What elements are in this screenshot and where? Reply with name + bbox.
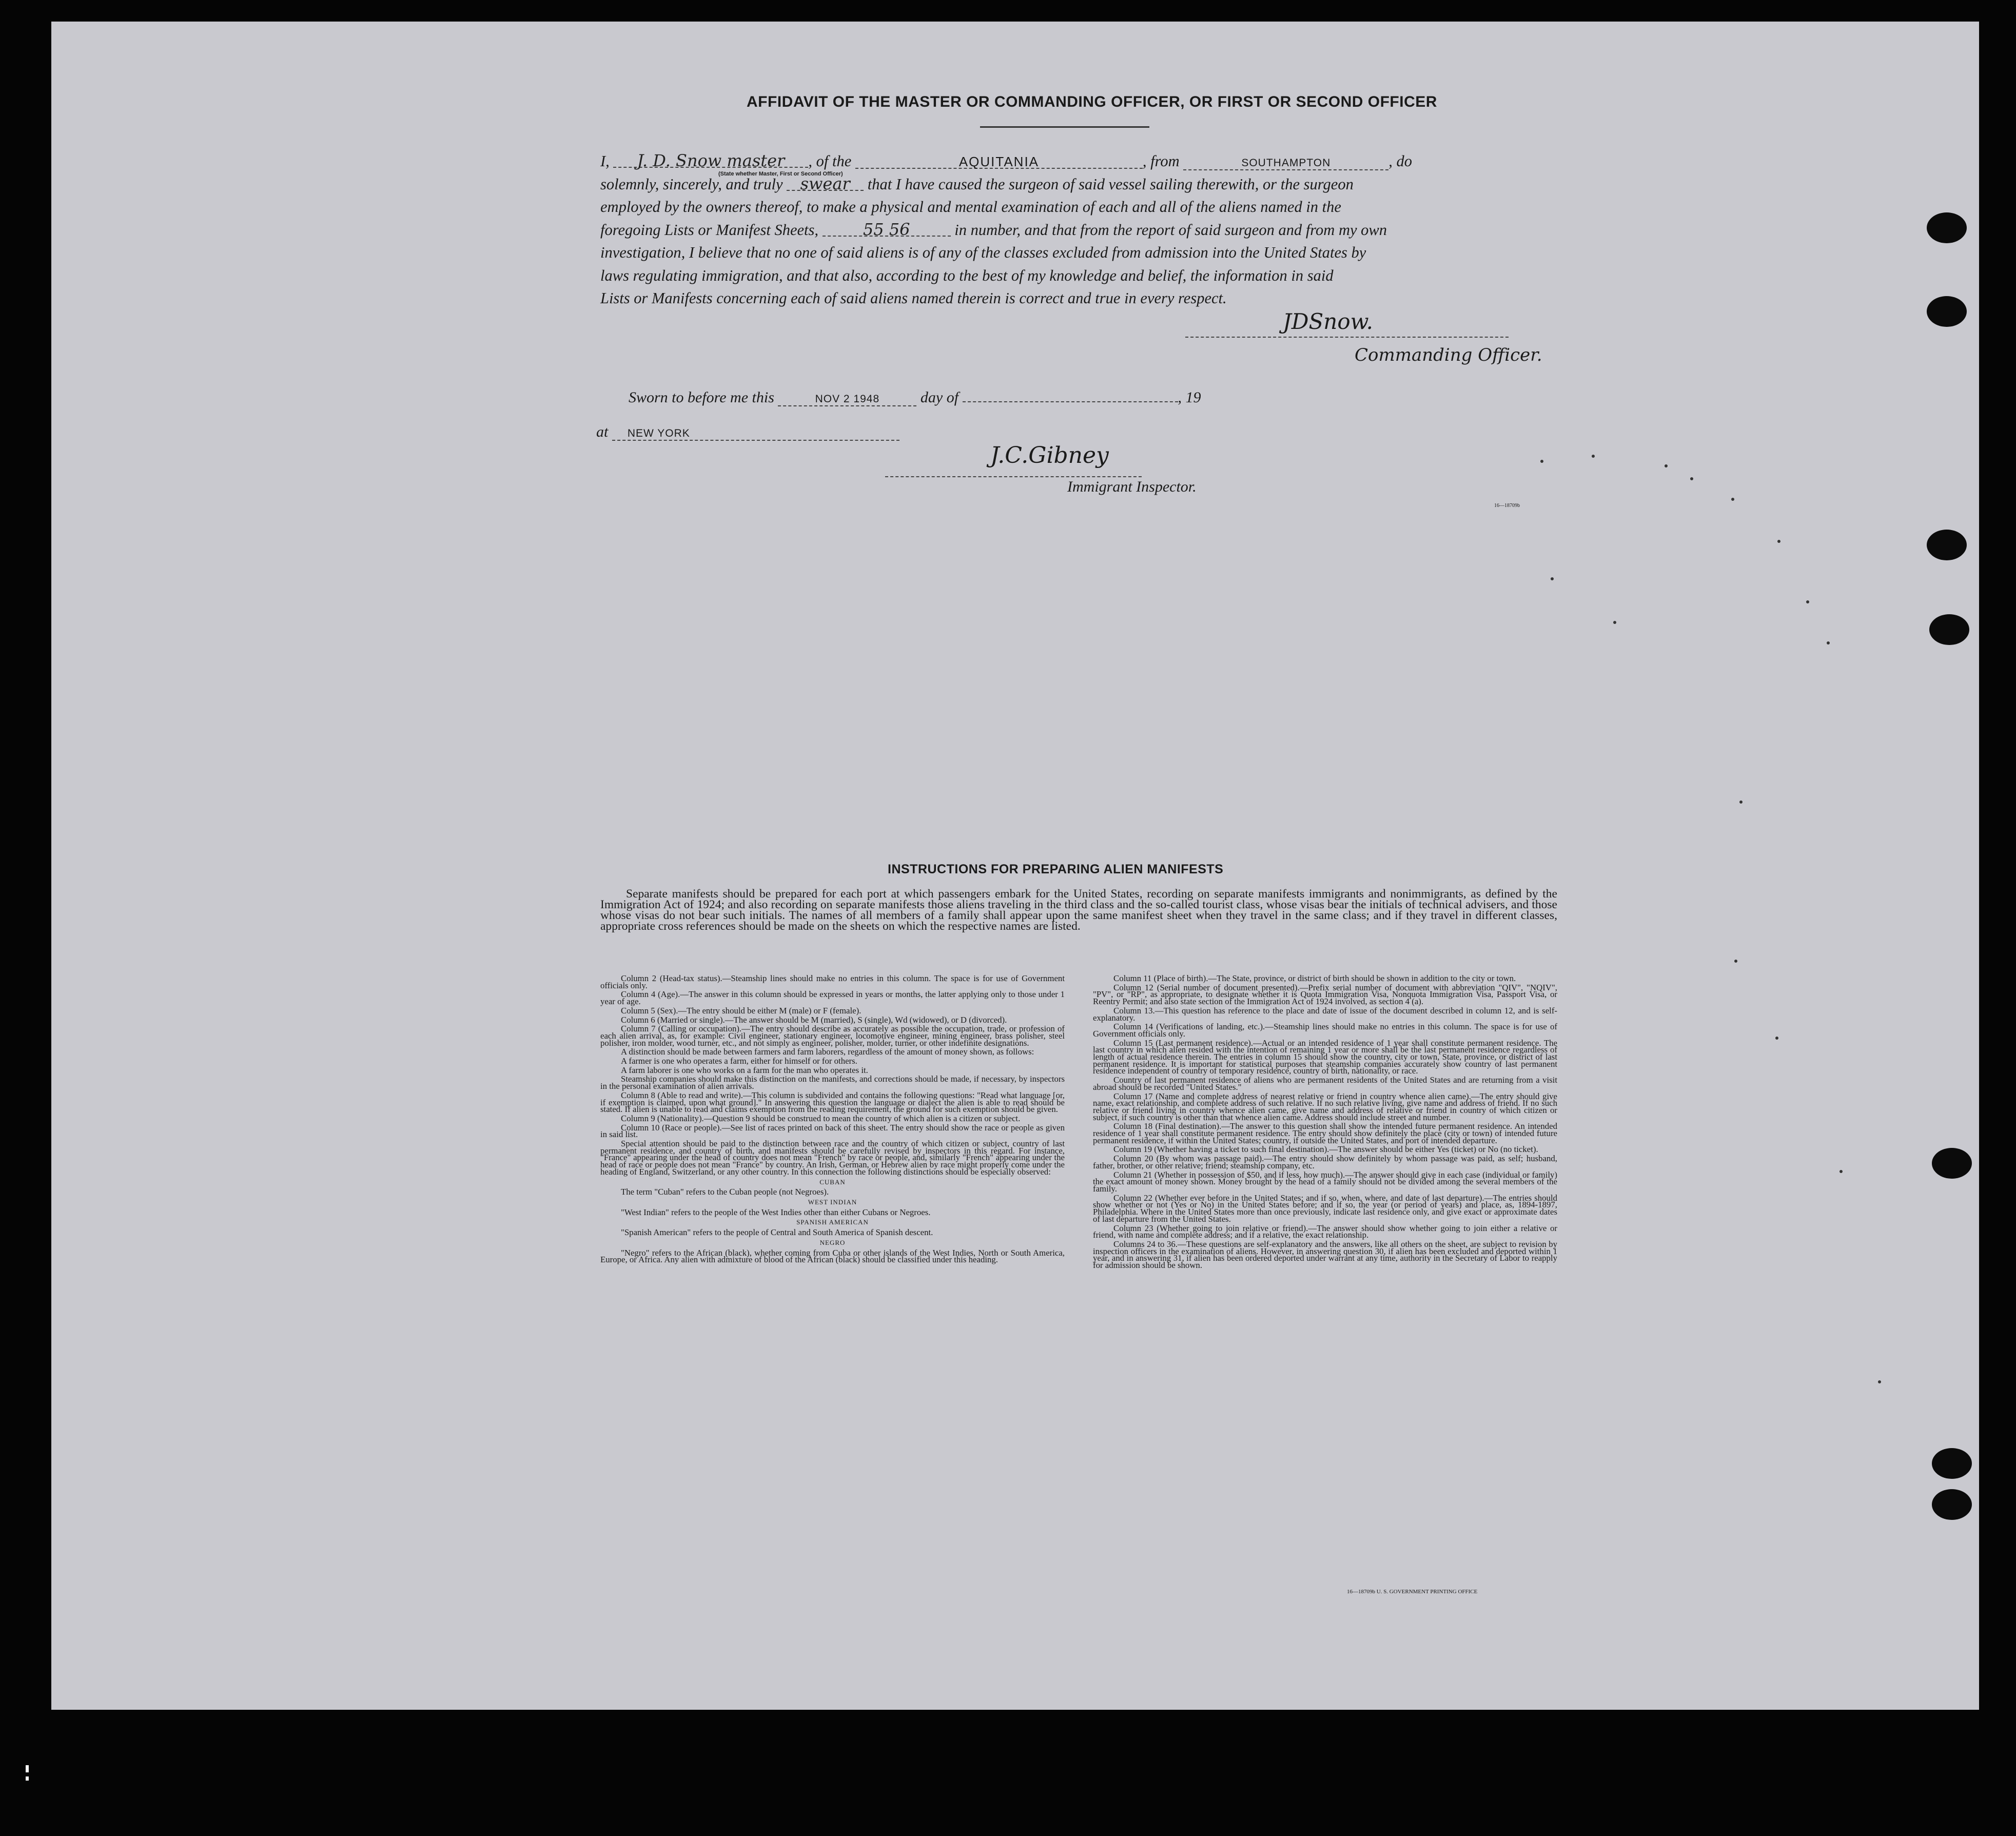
- affidavit-of-the: , of the: [808, 152, 852, 170]
- instruction-paragraph: Column 19 (Whether having a ticket to such final destination).—The answer should be either Yes (ticket) or No (no ticket).: [1113, 1144, 1538, 1155]
- port-field: SOUTHAMPTON: [1183, 157, 1388, 170]
- affidavit-line4a: foregoing Lists or Manifest Sheets,: [600, 221, 819, 239]
- instruction-paragraph: Column 17 (Name and complete address of nearest relative or friend in country whence alien came).—The entry should give name, exact relationship, and complete address of such relative. If no such relative living, give name and address of friend. If no such relative or friend living in country whence alien came, give name and address of relative or friend in country of which citizen or subject, if such country is other than that whence alien came. Address should include street and number.: [1093, 1091, 1557, 1122]
- day-of-label: day of: [920, 389, 959, 406]
- binding-hole: [1927, 212, 1967, 243]
- instruction-paragraph: Column 2 (Head-tax status).—Steamship lines should make no entries in this column. The space is for use of Government officials only.: [600, 973, 1065, 990]
- instructions-intro: Separate manifests should be prepared for each port at which passengers embark for the United States, recording on separate manifests immigrants and nonimmigrants, as defined by the Immigration Act of 1924; and also recording on separate manifests those aliens traveling in the third class and the so-called tourist class, whose visas bear the initials of technical advisers, and those whose visas do not bear such initials. The names of all members of a family shall appear upon the same manifest sheet when they travel in the same class; and if they travel in different classes, appropriate cross references should be made on the sheets on which the respective names are listed.: [600, 887, 1557, 933]
- scan-speck: [1731, 498, 1734, 501]
- instruction-paragraph: Column 22 (Whether ever before in the United States; and if so, when, where, and date of last departure).—The entries should show whether or not (Yes or No) in the United States before; and if so, the year (or period of years) and place, as, 1894-1897, Philadelphia. Where in the United States more than once previously, indicate last residence only, and give exact or approximate dates of last departure from the United States.: [1093, 1193, 1557, 1224]
- affidavit-line7: Lists or Manifests concerning each of said aliens named therein is correct and true in every respect.: [600, 289, 1227, 307]
- officer-name-field: J. D. Snow master: [613, 154, 808, 168]
- scan-speck: [1592, 455, 1595, 458]
- edge-mark: [26, 1765, 29, 1772]
- heading-negro: NEGRO: [819, 1238, 846, 1246]
- instruction-paragraph: Column 7 (Calling or occupation).—The entry should describe as accurately as possible the occupation, trade, or profession of each alien arrival, as, for example: Civil engineer, stationary engineer, locomotive engineer, mining engineer, brass polisher, steel polisher, iron molder, wood turner, etc., and not simply as engineer, polisher, molder, turner, or other indefinite designations.: [600, 1024, 1065, 1048]
- instruction-paragraph: Columns 24 to 36.—These questions are self-explanatory and the answers, like all others on the sheet, are subject to revision by inspection officers in the examination of aliens. However, in answering question 30, if alien has been excluded and deported within 1 year, and in answering 31, if alien has been ordered deported under warrant at any time, authority in the Secretary of Labor to reapply for admission should be shown.: [1093, 1239, 1557, 1271]
- scan-speck: [1690, 477, 1693, 480]
- affidavit-i: I,: [600, 152, 610, 170]
- instruction-paragraph: Column 11 (Place of birth).—The State, province, or district of birth should be shown in addition to the city or town.: [1113, 973, 1516, 983]
- instruction-paragraph: Column 5 (Sex).—The entry should be either M (male) or F (female).: [621, 1005, 862, 1015]
- instruction-paragraph: Column 13.—This question has reference to the place and date of issue of the document described in column 12, and is self-explanatory.: [1093, 1005, 1557, 1023]
- inspector-signature-line: [885, 476, 1142, 477]
- instruction-paragraph: The term "Cuban" refers to the Cuban people (not Negroes).: [621, 1187, 829, 1197]
- instruction-paragraph: "Negro" refers to the African (black), whether coming from Cuba or other islands of the West Indies, North or South America, Europe, or Africa. Any alien with admixture of blood of the African (black) should be classified under this heading.: [600, 1247, 1065, 1265]
- scan-speck: [1775, 1037, 1778, 1040]
- at-label: at: [596, 423, 609, 440]
- scan-speck: [1665, 464, 1668, 467]
- scan-speck: [1540, 460, 1543, 463]
- instructions-left-column: [600, 975, 1065, 1265]
- scan-speck: [1806, 600, 1809, 603]
- place-field: NEW YORK: [612, 427, 899, 441]
- instruction-paragraph: "Spanish American" refers to the people of Central and South America of Spanish descent.: [621, 1227, 933, 1238]
- heading-cuban: CUBAN: [819, 1178, 846, 1186]
- inspector-title: Immigrant Inspector.: [1067, 478, 1197, 495]
- instruction-paragraph: Column 6 (Married or single).—The answer should be M (married), S (single), Wd (widowed), or D (divorced).: [621, 1014, 1007, 1025]
- heading-west-indian: WEST INDIAN: [808, 1198, 857, 1206]
- sworn-line: [629, 389, 1201, 406]
- binding-hole: [1932, 1148, 1972, 1179]
- binding-hole: [1927, 296, 1967, 327]
- affidavit-line3: employed by the owners thereof, to make a physical and mental examination of each and all of the aliens named in the: [600, 198, 1341, 216]
- swear-field: swear: [787, 178, 864, 191]
- instruction-paragraph: Column 20 (By whom was passage paid).—The entry should show definitely by whom passage was paid, as self; husband, father, brother, or other relative; friend; steamship company, etc.: [1093, 1154, 1557, 1170]
- vessel-name-field: AQUITANIA: [855, 155, 1143, 169]
- instructions-title: INSTRUCTIONS FOR PREPARING ALIEN MANIFESTS: [888, 862, 1224, 876]
- sheet-count-field: 55 56: [823, 223, 951, 237]
- instructions-right-column: [1093, 975, 1557, 1271]
- instruction-paragraph: Column 4 (Age).—The answer in this column should be expressed in years or months, the latter applying only to those under 1 year of age.: [600, 989, 1065, 1007]
- instruction-paragraph: Column 15 (Last permanent residence).—Actual or an intended residence of 1 year shall constitute permanent residence. The last country in which alien resided with the intention of remaining 1 year or more shall be the last permanent residence regardless of length of actual residence therein. The entries in column 15 should show the country, city or town, State, province, or district of last permanent residence. It is important for statistical purposes that steamship companies accurately show country of last permanent residence independent of country of temporary residence, country of birth, nationality, or race.: [1093, 1038, 1557, 1076]
- scan-speck: [1734, 960, 1737, 963]
- binding-hole: [1927, 530, 1967, 560]
- instruction-paragraph: Column 14 (Verifications of landing, etc.).—Steamship lines should make no entries in this column. The space is for use of Government officials only.: [1093, 1022, 1557, 1039]
- month-field: [963, 401, 1178, 402]
- instruction-paragraph: Column 9 (Nationality).—Question 9 should be construed to mean the country of which alien is a citizen or subject.: [621, 1113, 1021, 1123]
- scan-speck: [1878, 1380, 1881, 1383]
- binding-hole: [1929, 614, 1969, 645]
- instruction-paragraph: Column 18 (Final destination).—The answer to this question shall show the intended future permanent residence. An intended residence of 1 year shall constitute permanent residence. The entry should show definitely the place (city or town) of intended future permanent residence, if within the United States; country, if outside the United States, and port of intended departure.: [1093, 1121, 1557, 1145]
- form-number: 16—18709b: [1494, 503, 1520, 509]
- affidavit-line2b: that I have caused the surgeon of said vessel sailing therewith, or the surgeon: [867, 175, 1354, 193]
- instruction-paragraph: Column 10 (Race or people).—See list of races printed on back of this sheet. The entry should show the race or people as given in said list.: [600, 1122, 1065, 1140]
- scan-speck: [1613, 621, 1616, 624]
- affidavit-line5: investigation, I believe that no one of said aliens is of any of the classes excluded from admission into the United States by: [600, 244, 1366, 261]
- instruction-paragraph: "West Indian" refers to the people of the West Indies other than either Cubans or Negroes.: [621, 1207, 931, 1217]
- binding-hole: [1932, 1489, 1972, 1520]
- scan-speck: [1777, 540, 1780, 543]
- affidavit-line2a: solemnly, sincerely, and truly: [600, 175, 783, 193]
- instruction-paragraph: Column 8 (Able to read and write).—This column is subdivided and contains the following questions: "Read what language [or, if exemption is claimed, upon what ground]." In answering this question the language or dialect the alien is able to read should be stated. If alien is unable to read and claims exemption from the reading requirement, the ground for such exemption should be given.: [600, 1090, 1065, 1115]
- instruction-paragraph: Column 12 (Serial number of document presented).—Prefix serial number of document with abbreviation "QIV", "NQIV", "PV", or "RP", as appropriate, to designate whether it is Quota Immigration Visa, Nonquota Immigration Visa, Passport Visa, or Reentry Permit; and also state section of the Immigration Act of 1924 involved, as section 4 (a).: [1093, 982, 1557, 1007]
- manifest-sheet: [51, 22, 1979, 1710]
- inspector-signature: J.C.Gibney: [990, 442, 1109, 468]
- instruction-paragraph: Steamship companies should make this distinction on the manifests, and corrections should be made, if necessary, by inspectors in the personal examination of alien arrivals.: [600, 1074, 1065, 1091]
- officer-signature: JDSnow.: [1283, 309, 1373, 334]
- at-line: [596, 423, 899, 441]
- instruction-paragraph: Special attention should be paid to the distinction between race and the country of which citizen or subject, country of last permanent residence, and country of birth, and manifests should be carefully revised by inspectors in this regard. For instance, "France" appearing under the head of country does not mean "French" by race or people, and, similarly "French" appearing under the head of race or people does not mean "France" by country. An Irish, German, or Hebrew alien by race might properly come under the heading of England, Switzerland, or any other country. In this connection the following distinctions should be especially observed:: [600, 1139, 1065, 1177]
- sworn-label: Sworn to before me this: [629, 389, 774, 406]
- scan-speck: [1827, 641, 1830, 644]
- instruction-paragraph: A distinction should be made between farmers and farm laborers, regardless of the amount of money shown, as follows:: [621, 1047, 1034, 1057]
- officer-note: (State whether Master, First or Second Officer): [718, 171, 843, 177]
- scan-speck: [1839, 1170, 1843, 1173]
- instruction-paragraph: Column 23 (Whether going to join relative or friend).—The answer should show whether going to join either a relative or friend, with name and complete address; and if a relative, the exact relationship.: [1093, 1223, 1557, 1240]
- instruction-paragraph: Country of last permanent residence of aliens who are permanent residents of the United States and are returning from a visit abroad should be recorded "United States.": [1093, 1075, 1557, 1092]
- affidavit-do: , do: [1388, 152, 1413, 170]
- printing-office-footer: 16—18709b U. S. GOVERNMENT PRINTING OFFICE: [1347, 1589, 1478, 1595]
- heading-spanish-american: SPANISH AMERICAN: [796, 1218, 869, 1226]
- affidavit-title: AFFIDAVIT OF THE MASTER OR COMMANDING OFFICER, OR FIRST OR SECOND OFFICER: [747, 93, 1437, 110]
- scan-speck: [1739, 800, 1743, 804]
- affidavit-from: , from: [1142, 152, 1180, 170]
- instruction-paragraph: A farm laborer is one who works on a farm for the man who operates it.: [621, 1065, 868, 1075]
- instruction-paragraph: A farmer is one who operates a farm, either for himself or for others.: [621, 1056, 857, 1066]
- instruction-paragraph: Column 21 (Whether in possession of $50, and if less, how much).—The answer should give in each case (individual or family) the exact amount of money shown. Money brought by the head of a family should not be divided among the several members of the family.: [1093, 1169, 1557, 1194]
- officer-title: Commanding Officer.: [1355, 345, 1542, 365]
- sworn-date-field: NOV 2 1948: [778, 393, 916, 406]
- affidavit-line4b: in number, and that from the report of said surgeon and from my own: [954, 221, 1387, 239]
- title-underline: [980, 126, 1149, 128]
- affidavit-line6: laws regulating immigration, and that also, according to the best of my knowledge and belief, the information in said: [600, 266, 1334, 284]
- year-prefix: , 19: [1178, 389, 1201, 406]
- edge-mark: [26, 1776, 29, 1781]
- binding-hole: [1932, 1448, 1972, 1479]
- scan-speck: [1551, 577, 1554, 580]
